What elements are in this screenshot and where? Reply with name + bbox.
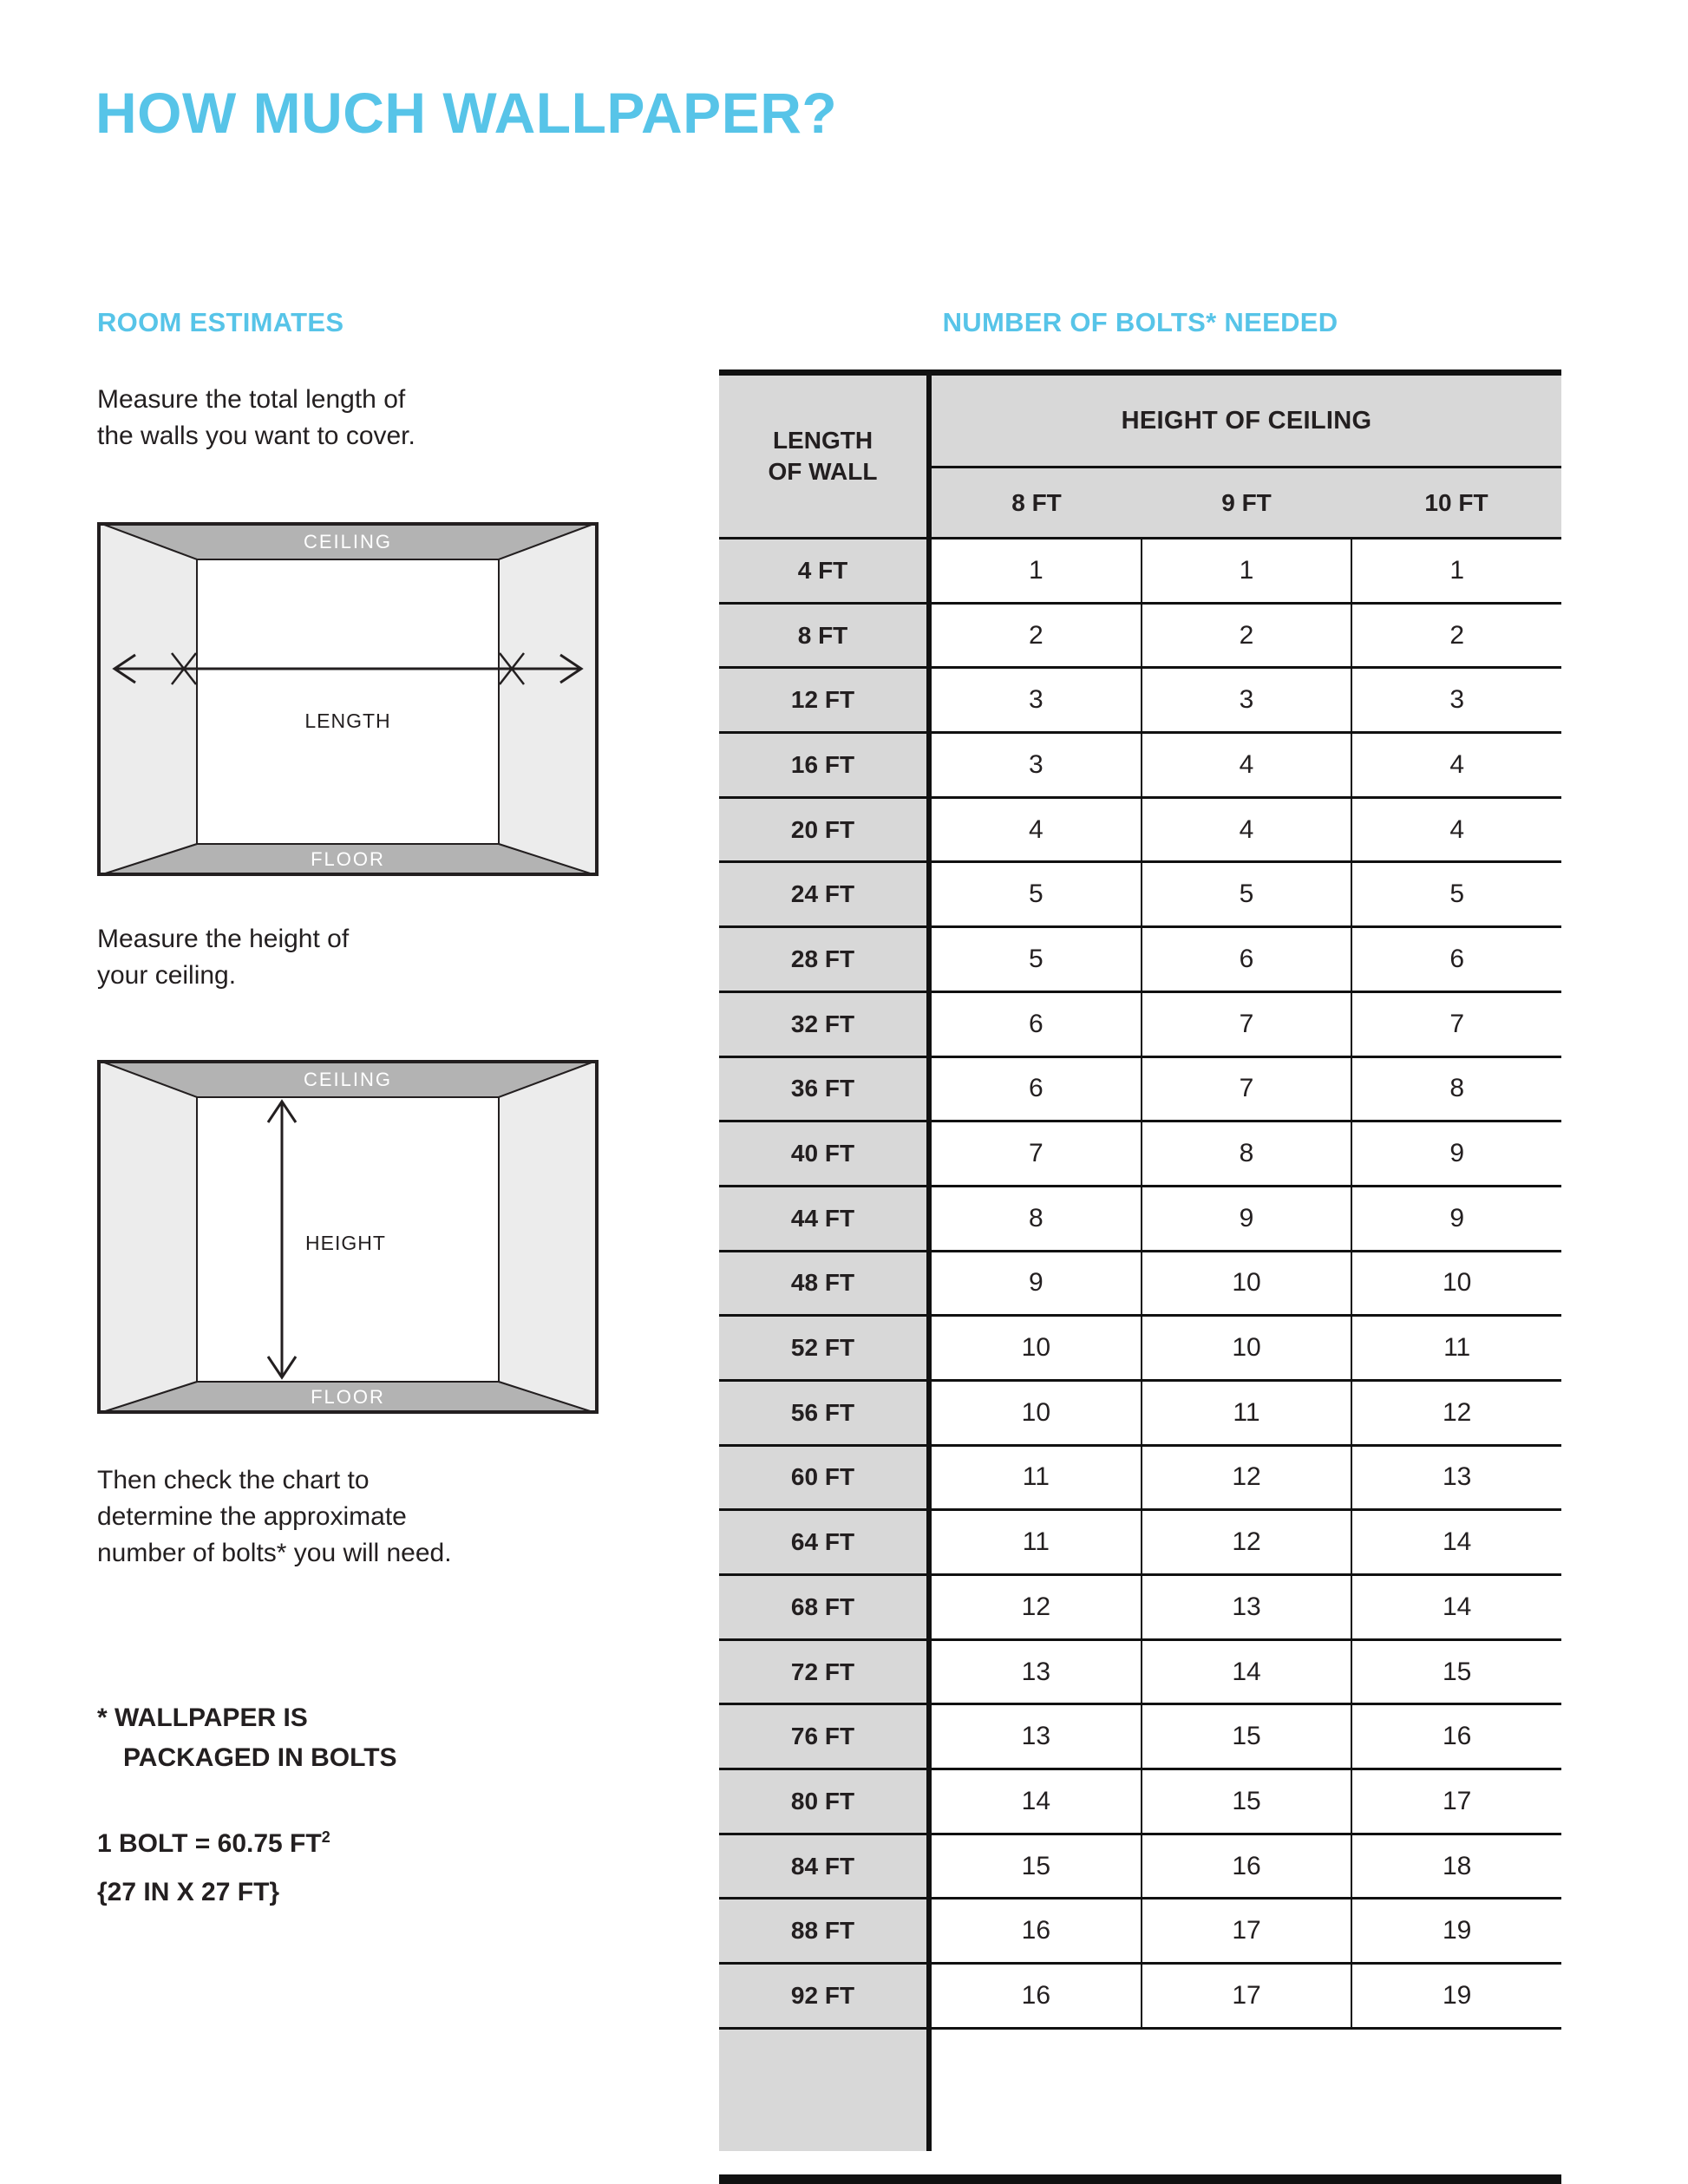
table-row — [719, 1835, 1561, 1900]
row-label: 92 FT — [719, 1965, 932, 2027]
row-label: 32 FT — [719, 993, 932, 1056]
bolt-count-cell: 11 — [932, 1447, 1141, 1509]
back-wall — [197, 559, 499, 844]
bolt-count-cell: 16 — [932, 1900, 1141, 1962]
bolt-count-cell: 4 — [1141, 734, 1351, 796]
text-line: the walls you want to cover. — [97, 422, 415, 450]
table-row — [719, 1317, 1561, 1382]
right-wall — [499, 1060, 599, 1414]
header-line: OF WALL — [768, 458, 878, 485]
bolt-count-cell: 4 — [1351, 799, 1561, 861]
bolt-count-cell: 11 — [932, 1511, 1141, 1573]
bolt-count-cell: 2 — [1141, 605, 1351, 667]
left-wall — [97, 522, 197, 876]
bolt-count-cell: 13 — [1141, 1576, 1351, 1638]
table-row — [719, 1770, 1561, 1835]
page-title: HOW MUCH WALLPAPER? — [95, 81, 838, 145]
table-row — [719, 1576, 1561, 1641]
bolt-equation-superscript: 2 — [321, 1828, 330, 1846]
table-row — [719, 1058, 1561, 1123]
row-label: 68 FT — [719, 1576, 932, 1638]
table-row — [719, 1641, 1561, 1706]
bolt-count-cell: 14 — [1351, 1511, 1561, 1573]
bolt-count-cell: 13 — [1351, 1447, 1561, 1509]
bolt-count-cell: 9 — [1351, 1187, 1561, 1250]
bolt-count-cell: 11 — [1141, 1382, 1351, 1444]
bolt-count-cell: 3 — [932, 669, 1141, 731]
table-row — [719, 799, 1561, 864]
table-row — [719, 669, 1561, 734]
floor-label: FLOOR — [311, 1386, 385, 1408]
ceiling-height-group — [932, 376, 1561, 537]
row-label: 52 FT — [719, 1317, 932, 1379]
bolt-count-cell: 16 — [932, 1965, 1141, 2027]
bolt-count-cell: 15 — [1141, 1705, 1351, 1768]
row-label: 24 FT — [719, 863, 932, 925]
bolt-count-cell: 2 — [932, 605, 1141, 667]
room-length-diagram-svg — [97, 522, 599, 876]
bolt-count-cell: 5 — [932, 928, 1141, 991]
row-label: 72 FT — [719, 1641, 932, 1703]
bolt-count-cell: 1 — [932, 539, 1141, 602]
bolt-count-cell: 12 — [1141, 1511, 1351, 1573]
row-label: 16 FT — [719, 734, 932, 796]
bolt-count-cell: 5 — [932, 863, 1141, 925]
bolt-equation — [97, 1813, 330, 1868]
room-estimates-heading: ROOM ESTIMATES — [97, 307, 344, 337]
text-line: number of bolts* you will need. — [97, 1539, 452, 1567]
bolt-count-cell: 15 — [932, 1835, 1141, 1898]
row-label: 4 FT — [719, 539, 932, 602]
bolt-count-cell: 10 — [932, 1317, 1141, 1379]
text-line: Measure the height of — [97, 925, 350, 953]
text-line: Then check the chart to — [97, 1466, 370, 1494]
length-label: LENGTH — [304, 709, 391, 732]
bolt-count-cell: 3 — [1141, 669, 1351, 731]
table-row — [719, 1511, 1561, 1576]
column-header-9ft: 9 FT — [1221, 488, 1272, 516]
text-line: determine the approximate — [97, 1502, 407, 1531]
row-label: 20 FT — [719, 799, 932, 861]
table-row — [719, 1447, 1561, 1512]
table-row — [719, 605, 1561, 670]
bolt-count-cell: 19 — [1351, 1900, 1561, 1962]
row-label: 84 FT — [719, 1835, 932, 1898]
bolt-dimensions: {27 IN X 27 FT} — [97, 1878, 280, 1906]
text-line: * WALLPAPER IS — [97, 1703, 308, 1732]
table-row — [719, 734, 1561, 799]
bolt-count-cell: 7 — [1141, 993, 1351, 1056]
bolts-table — [719, 369, 1561, 2151]
bolt-count-cell: 8 — [1351, 1058, 1561, 1121]
bolt-equation-text: 1 BOLT = 60.75 FT — [97, 1829, 322, 1858]
bolt-count-cell: 17 — [1141, 1900, 1351, 1962]
bolt-count-cell: 13 — [932, 1705, 1141, 1768]
bolt-count-cell: 1 — [1141, 539, 1351, 602]
header-line: LENGTH — [772, 427, 873, 454]
height-of-ceiling-header: HEIGHT OF CEILING — [932, 376, 1561, 468]
row-label: 28 FT — [719, 928, 932, 991]
measure-height-text — [97, 921, 349, 994]
table-row — [719, 1122, 1561, 1187]
ceiling-height-columns — [932, 468, 1561, 537]
row-label: 12 FT — [719, 669, 932, 731]
bolt-count-cell: 10 — [1141, 1317, 1351, 1379]
bolt-count-cell: 14 — [1351, 1576, 1561, 1638]
bolt-count-cell: 4 — [932, 799, 1141, 861]
bolt-count-cell: 8 — [932, 1187, 1141, 1250]
bolt-count-cell: 17 — [1141, 1965, 1351, 2027]
bolt-count-cell: 13 — [932, 1641, 1141, 1703]
bolt-count-cell: 7 — [1351, 993, 1561, 1056]
measure-length-text — [97, 382, 415, 454]
room-height-diagram-svg — [97, 1060, 599, 1414]
left-wall — [97, 1060, 197, 1414]
bolt-count-cell: 16 — [1351, 1705, 1561, 1768]
length-of-wall-header — [719, 376, 932, 537]
row-label: 88 FT — [719, 1900, 932, 1962]
bolt-count-cell: 8 — [1141, 1122, 1351, 1185]
room-length-diagram — [97, 522, 599, 876]
column-header-8ft: 8 FT — [1011, 488, 1062, 516]
bolt-count-cell: 14 — [932, 1770, 1141, 1833]
bolt-count-cell: 5 — [1351, 863, 1561, 925]
row-label: 36 FT — [719, 1058, 932, 1121]
row-label: 48 FT — [719, 1252, 932, 1315]
bolt-count-cell: 6 — [1351, 928, 1561, 991]
bolt-count-cell: 6 — [1141, 928, 1351, 991]
table-row — [719, 928, 1561, 993]
table-row — [719, 1187, 1561, 1252]
floor-label: FLOOR — [311, 848, 385, 870]
bolt-count-cell: 19 — [1351, 1965, 1561, 2027]
row-label: 80 FT — [719, 1770, 932, 1833]
column-header-10ft: 10 FT — [1424, 488, 1488, 516]
bolt-count-cell: 1 — [1351, 539, 1561, 602]
row-label: 8 FT — [719, 605, 932, 667]
bolt-count-cell: 9 — [1351, 1122, 1561, 1185]
bolt-count-cell: 11 — [1351, 1317, 1561, 1379]
table-body — [719, 539, 1561, 2030]
bolts-needed-heading: NUMBER OF BOLTS* NEEDED — [942, 307, 1338, 337]
table-row — [719, 1252, 1561, 1318]
check-chart-text — [97, 1462, 452, 1572]
ceiling-label: CEILING — [303, 1069, 393, 1090]
bolt-count-cell: 10 — [1351, 1252, 1561, 1315]
table-header — [719, 376, 1561, 539]
bolt-count-cell: 6 — [932, 1058, 1141, 1121]
table-row — [719, 1705, 1561, 1770]
height-label: HEIGHT — [305, 1232, 386, 1254]
table-row — [719, 993, 1561, 1058]
row-label-partial — [719, 2030, 932, 2151]
bolt-count-cell: 12 — [1141, 1447, 1351, 1509]
bolt-count-cell: 6 — [932, 993, 1141, 1056]
bolt-count-cell: 2 — [1351, 605, 1561, 667]
bolt-count-cell: 12 — [1351, 1382, 1561, 1444]
table-row — [719, 1965, 1561, 2030]
table-bottom-border — [719, 2174, 1561, 2184]
bolt-count-cell: 4 — [1141, 799, 1351, 861]
right-wall — [499, 522, 599, 876]
bolt-count-cell: 4 — [1351, 734, 1561, 796]
bolt-count-cell: 15 — [1141, 1770, 1351, 1833]
bolt-count-cell: 18 — [1351, 1835, 1561, 1898]
room-height-diagram — [97, 1060, 599, 1414]
table-row — [719, 863, 1561, 928]
row-label: 64 FT — [719, 1511, 932, 1573]
row-label: 56 FT — [719, 1382, 932, 1444]
bolt-count-cell: 3 — [932, 734, 1141, 796]
bolts-footnote — [97, 1698, 397, 1778]
row-label: 76 FT — [719, 1705, 932, 1768]
row-label: 60 FT — [719, 1447, 932, 1509]
text-line: Measure the total length of — [97, 385, 406, 414]
bolt-count-cell: 15 — [1351, 1641, 1561, 1703]
bolt-count-cell: 10 — [1141, 1252, 1351, 1315]
table-row — [719, 1900, 1561, 1965]
bolt-count-cell: 16 — [1141, 1835, 1351, 1898]
text-line: your ceiling. — [97, 961, 237, 990]
bolt-count-cell: 17 — [1351, 1770, 1561, 1833]
ceiling-label: CEILING — [303, 531, 393, 553]
bolt-count-cell: 5 — [1141, 863, 1351, 925]
bolt-count-cell: 10 — [932, 1382, 1141, 1444]
bolt-count-cell: 7 — [932, 1122, 1141, 1185]
text-line: PACKAGED IN BOLTS — [123, 1743, 397, 1772]
table-row — [719, 1382, 1561, 1447]
table-partial-row — [719, 2030, 1561, 2151]
row-label: 40 FT — [719, 1122, 932, 1185]
bolt-size-info — [97, 1813, 330, 1917]
bolt-count-cell: 9 — [932, 1252, 1141, 1315]
partial-cell — [932, 2030, 1561, 2151]
table-row — [719, 539, 1561, 605]
bolt-count-cell: 14 — [1141, 1641, 1351, 1703]
bolt-count-cell: 9 — [1141, 1187, 1351, 1250]
bolt-count-cell: 3 — [1351, 669, 1561, 731]
row-label: 44 FT — [719, 1187, 932, 1250]
bolt-count-cell: 12 — [932, 1576, 1141, 1638]
bolt-count-cell: 7 — [1141, 1058, 1351, 1121]
